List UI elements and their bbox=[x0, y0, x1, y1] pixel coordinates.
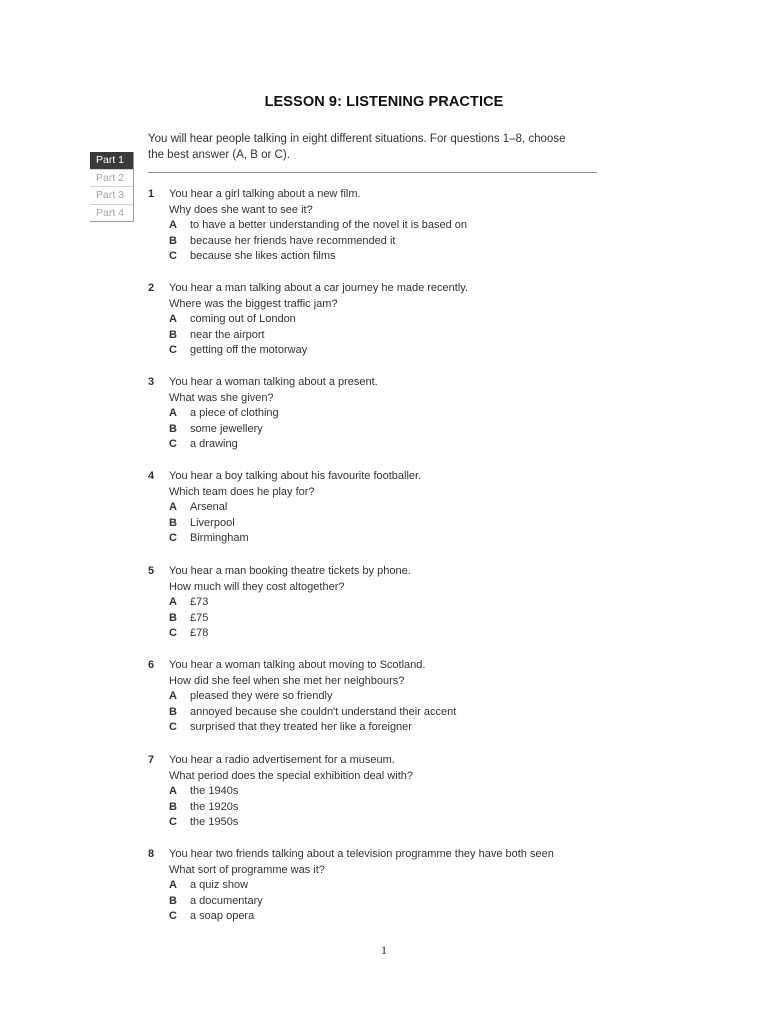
option-a: A pleased they were so friendly bbox=[169, 690, 333, 702]
question-number: 8 bbox=[148, 848, 155, 860]
question-5 bbox=[148, 564, 618, 642]
option-b: B near the airport bbox=[169, 328, 265, 341]
option-c: C a soap opera bbox=[169, 910, 255, 922]
option-c: C getting off the motorway bbox=[169, 344, 308, 356]
question-context: You hear a girl talking about a new film. bbox=[169, 188, 361, 200]
option-b: B some jewellery bbox=[169, 422, 263, 435]
option-b: B a documentary bbox=[169, 894, 263, 907]
question-number: 5 bbox=[148, 565, 155, 577]
divider bbox=[148, 172, 597, 173]
option-a: A coming out of London bbox=[169, 313, 296, 325]
question-number: 2 bbox=[148, 282, 155, 294]
question-number: 4 bbox=[148, 470, 155, 482]
question-number: 3 bbox=[148, 376, 155, 388]
page-title: LESSON 9: LISTENING PRACTICE bbox=[264, 94, 504, 110]
option-b: B Liverpool bbox=[169, 516, 235, 529]
question-context: You hear a man talking about a car journey he made recently. bbox=[169, 282, 469, 294]
question-prompt: How did she feel when she met her neighbours? bbox=[169, 674, 405, 687]
question-2 bbox=[148, 281, 618, 359]
question-4 bbox=[148, 469, 618, 547]
question-context: You hear two friends talking about a television programme they have both seen bbox=[169, 848, 554, 860]
question-number: 6 bbox=[148, 659, 155, 671]
part-2-tab: Part 2 bbox=[90, 169, 133, 187]
question-context: You hear a man booking theatre tickets by phone. bbox=[169, 565, 411, 577]
option-c: C the 1950s bbox=[169, 816, 239, 828]
option-a: A the 1940s bbox=[169, 785, 239, 797]
option-a: A a quiz show bbox=[169, 879, 249, 891]
part-3-tab: Part 3 bbox=[90, 186, 133, 204]
question-prompt: Why does she want to see it? bbox=[169, 203, 313, 216]
option-c: C £78 bbox=[169, 627, 209, 639]
question-number: 1 bbox=[148, 188, 155, 200]
question-context: You hear a woman talking about a present. bbox=[169, 376, 378, 388]
part-4-tab: Part 4 bbox=[90, 204, 133, 222]
option-a: A to have a better understanding of the novel it is based on bbox=[169, 219, 468, 231]
option-a: A Arsenal bbox=[169, 501, 228, 513]
question-number: 7 bbox=[148, 754, 155, 766]
question-prompt: What period does the special exhibition deal with? bbox=[169, 769, 413, 782]
option-b: B because her friends have recommended it bbox=[169, 234, 396, 247]
instructions bbox=[148, 132, 608, 163]
question-context: You hear a boy talking about his favourite footballer. bbox=[169, 470, 422, 482]
option-a: A £73 bbox=[169, 596, 209, 608]
instructions-line-1: You will hear people talking in eight different situations. For questions 1–8, choose bbox=[148, 133, 566, 145]
page-number: 1 bbox=[381, 943, 387, 957]
question-prompt: What was she given? bbox=[169, 391, 274, 404]
question-prompt: Which team does he play for? bbox=[169, 485, 315, 498]
option-c: C surprised that they treated her like a foreigner bbox=[169, 721, 412, 733]
question-1 bbox=[148, 187, 618, 265]
question-context: You hear a radio advertisement for a museum. bbox=[169, 754, 395, 766]
question-7 bbox=[148, 753, 618, 831]
option-b: B annoyed because she couldn't understand their accent bbox=[169, 705, 457, 718]
question-6 bbox=[148, 658, 618, 736]
question-8 bbox=[148, 847, 618, 925]
part-navigation bbox=[90, 152, 134, 222]
question-prompt: Where was the biggest traffic jam? bbox=[169, 297, 338, 310]
option-c: C because she likes action films bbox=[169, 250, 336, 262]
question-prompt: What sort of programme was it? bbox=[169, 863, 325, 876]
option-b: B £75 bbox=[169, 611, 209, 624]
part-1-tab: Part 1 bbox=[90, 152, 133, 169]
question-3 bbox=[148, 375, 618, 453]
question-prompt: How much will they cost altogether? bbox=[169, 580, 345, 593]
option-a: A a piece of clothing bbox=[169, 407, 279, 419]
option-b: B the 1920s bbox=[169, 800, 239, 813]
instructions-line-2: the best answer (A, B or C). bbox=[148, 148, 290, 161]
option-c: C a drawing bbox=[169, 438, 238, 450]
question-context: You hear a woman talking about moving to Scotland. bbox=[169, 659, 426, 671]
option-c: C Birmingham bbox=[169, 532, 249, 544]
